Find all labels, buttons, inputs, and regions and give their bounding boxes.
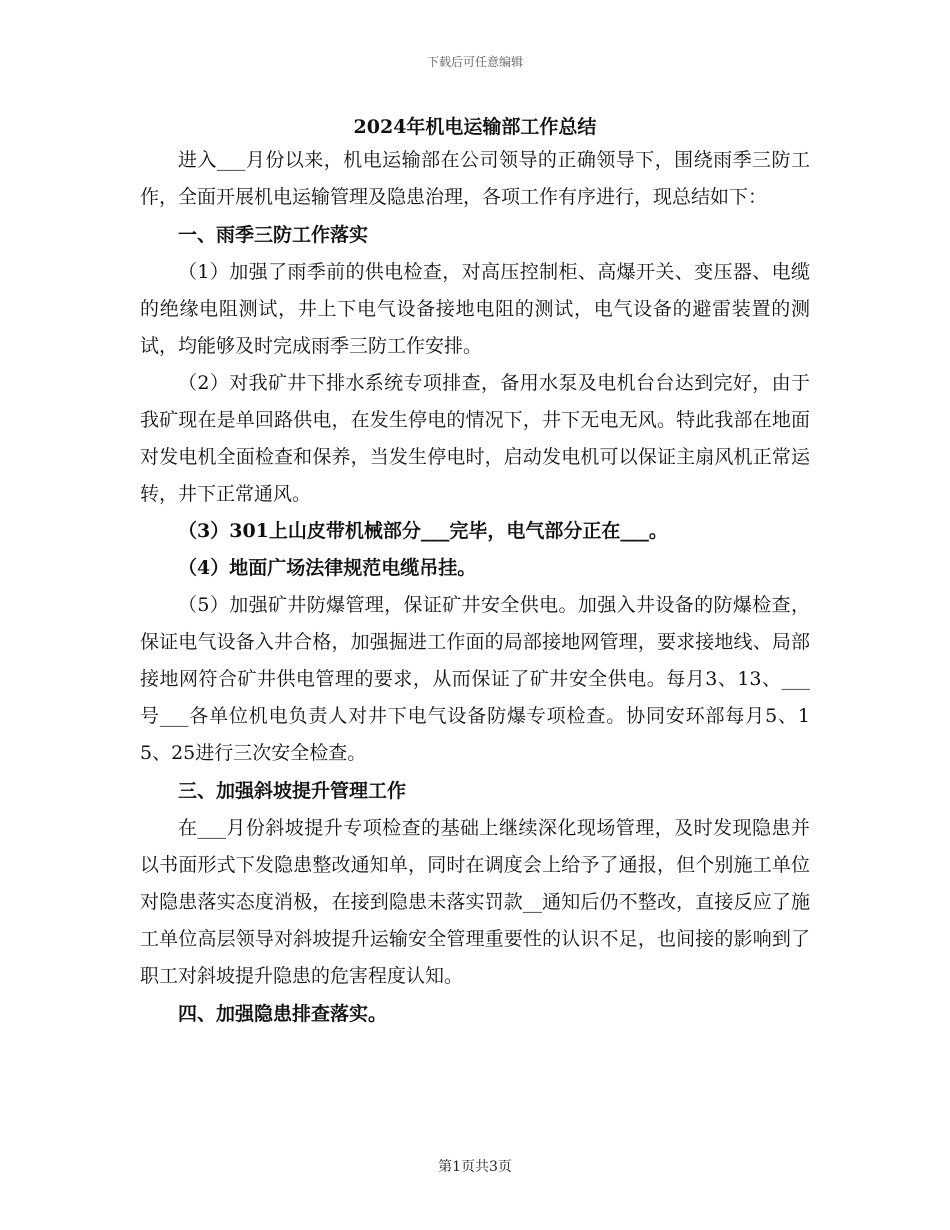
- paragraph-1: （1）加强了雨季前的供电检查，对高压控制柜、高爆开关、变压器、电缆的绝缘电阻测试，井上下电气设备接地电阻的测试，电气设备的避雷装置的测试，均能够及时完成雨季三防工作安排。: [140, 261, 810, 357]
- section-heading-3: 三、加强斜坡提升管理工作: [178, 780, 407, 802]
- paragraph-5: （5）加强矿井防爆管理，保证矿井安全供电。加强入井设备的防爆检查，保证电气设备入井合格，加强掘进工作面的局部接地网管理，要求接地线、局部接地网符合矿井供电管理的要求，从而保证了矿井安全供电。每月3、13、___号___各单位机电负责人对井下电气设备防爆专项检查。协同安环部每月5、15、25进行三次安全检查。: [140, 594, 810, 764]
- document-body: [140, 112, 810, 1033]
- header-note: 下载后可任意编辑: [426, 55, 523, 69]
- section-heading-4: 四、加强隐患排查落实。: [178, 1003, 388, 1025]
- page-footer: 第1页共3页: [438, 1159, 512, 1175]
- paragraph-3: （3）301上山皮带机械部分___完毕，电气部分正在___。: [178, 520, 668, 542]
- paragraph-6: 在___月份斜坡提升专项检查的基础上继续深化现场管理，及时发现隐患并以书面形式下发隐患整改通知单，同时在调度会上给予了通报，但个别施工单位对隐患落实态度消极，在接到隐患未落实罚款__通知后仍不整改，直接反应了施工单位高层领导对斜坡提升运输安全管理重要性的认识不足，也间接的影响到了职工对斜坡提升隐患的危害程度认知。: [140, 817, 810, 987]
- intro-paragraph: 进入___月份以来，机电运输部在公司领导的正确领导下，围绕雨季三防工作，全面开展机电运输管理及隐患治理，各项工作有序进行，现总结如下：: [140, 149, 810, 208]
- document-title: 2024年机电运输部工作总结: [353, 116, 597, 138]
- paragraph-4: （4）地面广场法律规范电缆吊挂。: [178, 557, 477, 579]
- paragraph-2: （2）对我矿井下排水系统专项排查，备用水泵及电机台台达到完好，由于我矿现在是单回路供电，在发生停电的情况下，井下无电无风。特此我部在地面对发电机全面检查和保养，当发生停电时，启动发电机可以保证主扇风机正常运转，井下正常通风。: [140, 372, 810, 505]
- section-heading-1: 一、雨季三防工作落实: [178, 224, 369, 246]
